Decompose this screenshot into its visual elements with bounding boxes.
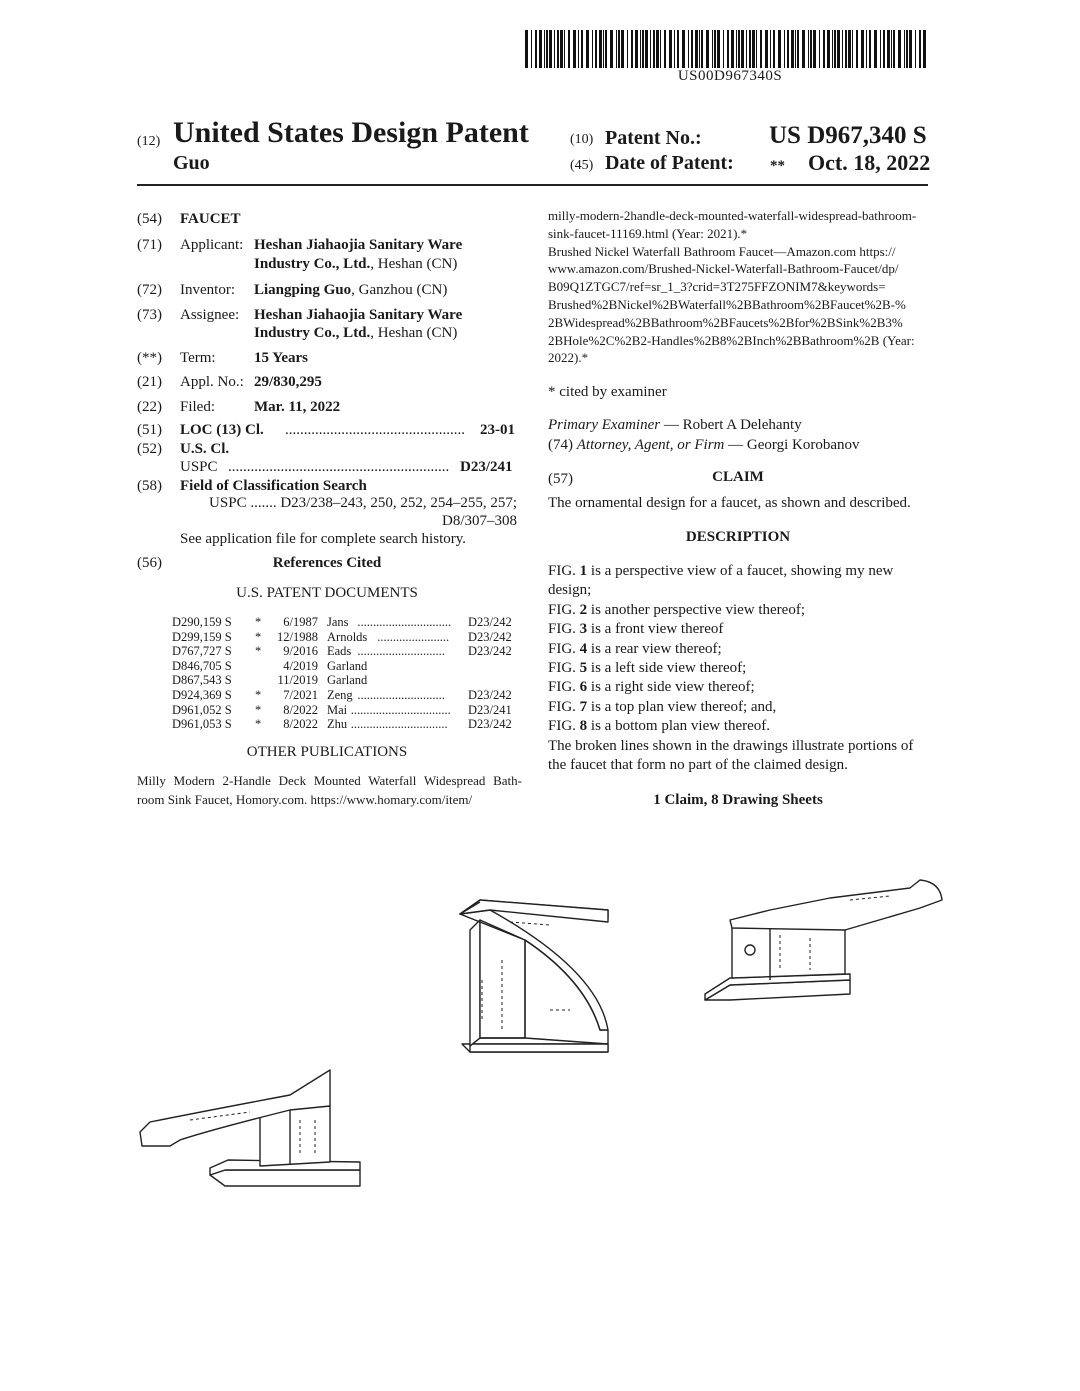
reference-star: *: [255, 688, 262, 702]
description-line: [548, 678, 930, 697]
assignee-company: Industry Co., Ltd.: [254, 325, 371, 341]
barcode-bar: [787, 30, 789, 68]
barcode-bar: [915, 30, 916, 68]
description-line: [548, 756, 930, 775]
barcode-bar: [605, 30, 607, 68]
us-cl-label: U.S. Cl.: [180, 441, 230, 457]
description-text-part: The broken lines shown in the drawings illustrate portions of: [548, 737, 914, 754]
barcode-bar: [603, 30, 604, 68]
barcode-bar: [642, 30, 644, 68]
barcode-bar: [546, 30, 548, 68]
reference-date: 11/2019: [277, 673, 318, 688]
barcode-bar: [770, 30, 771, 68]
barcode-bar: [906, 30, 908, 68]
see-app-note: See application file for complete search history.: [180, 531, 467, 547]
other-pubs-heading: OTHER PUBLICATIONS: [246, 744, 408, 760]
reference-number: D961,053 S: [172, 717, 232, 732]
code-56: (56): [137, 555, 162, 571]
reference-row: [172, 703, 518, 718]
barcode-bar: [923, 30, 926, 68]
inventor-line: [254, 281, 447, 299]
barcode-bar: [592, 30, 593, 68]
claim-text: The ornamental design for a faucet, as shown and described.: [548, 495, 911, 511]
barcode-bar: [842, 30, 843, 68]
appl-label: Appl. No.:: [180, 374, 244, 390]
attorney-label: Attorney, Agent, or Firm: [576, 437, 725, 453]
date-mark: **: [770, 158, 785, 174]
barcode-bar: [674, 30, 675, 68]
left-handle-figure: [140, 1070, 360, 1186]
barcode-bar: [784, 30, 785, 68]
figure-number: 1: [579, 563, 588, 579]
uspc-dots: ...........................................................: [228, 459, 450, 475]
publication-line: B09Q1ZTGC7/ref=sr_1_3?crid=3T275FFZONIM7&keywords=: [548, 280, 886, 295]
description-text-part: FIG.: [548, 640, 580, 657]
barcode-bar: [861, 30, 864, 68]
barcode-bar: [664, 30, 666, 68]
barcode-bar: [586, 30, 589, 68]
barcode-bar: [535, 30, 537, 68]
barcode-bar: [650, 30, 651, 68]
barcode-bar: [714, 30, 716, 68]
reference-row: [172, 659, 518, 674]
attorney-line: [548, 436, 860, 454]
publication-line: Brushed%2BNickel%2BWaterfall%2BBathroom%2BFaucet%2B-%: [548, 298, 906, 312]
code-term: (**): [137, 350, 162, 366]
code-57: (57): [548, 471, 573, 487]
barcode-number: US00D967340S: [677, 68, 783, 84]
reference-class: D23/241: [468, 702, 512, 717]
barcode-bar: [706, 30, 709, 68]
spout-figure: [460, 900, 608, 1052]
reference-number: D867,543 S: [172, 673, 232, 688]
inventor-location: , Ganzhou (CN): [351, 282, 448, 298]
barcode-bar: [581, 30, 583, 68]
barcode-bar: [802, 30, 805, 68]
description-text-part: is a left side view thereof;: [587, 660, 747, 676]
description-text-part: FIG.: [548, 718, 580, 735]
code-71: (71): [137, 237, 162, 253]
description-text-part: is a front view thereof: [587, 621, 724, 638]
barcode-bar: [595, 30, 597, 68]
reference-date: 8/2022: [283, 717, 318, 732]
other-pub-line-2: room Sink Faucet, Homory.com. https://www.homary.com/item/: [137, 792, 473, 807]
barcode-bar: [823, 30, 825, 68]
barcode-bar: [832, 30, 833, 68]
faucet-drawing: [130, 870, 950, 1230]
reference-dots: .......................: [377, 629, 450, 644]
uspc-label: USPC: [180, 459, 218, 475]
assignee-location: , Heshan (CN): [370, 325, 458, 341]
barcode-bar: [701, 30, 703, 68]
description-text-part: is a rear view thereof;: [587, 640, 722, 657]
barcode-bar: [827, 30, 830, 68]
barcode-bar: [560, 30, 563, 68]
reference-name: Mai: [327, 702, 348, 717]
barcode-bar: [773, 30, 775, 68]
barcode-bar: [845, 30, 847, 68]
barcode-bar: [797, 30, 799, 68]
barcode-bar: [599, 30, 602, 68]
barcode-bar: [852, 30, 853, 68]
barcode-bar: [731, 30, 734, 68]
barcode-bar: [677, 30, 679, 68]
reference-number: D924,369 S: [172, 688, 232, 702]
figure-number: 7: [579, 698, 588, 715]
reference-class: D23/242: [468, 644, 512, 659]
barcode-bar: [723, 30, 724, 68]
figure-number: 2: [579, 601, 588, 618]
reference-date: 7/2021: [283, 688, 318, 702]
description-text-part: is a top plan view thereof; and,: [587, 698, 777, 715]
figure-number: 3: [579, 621, 588, 638]
examiner-label: Primary Examiner: [548, 417, 661, 433]
appl-number: 29/830,295: [254, 374, 322, 390]
reference-date: 4/2019: [283, 658, 318, 673]
barcode-bar: [746, 30, 747, 68]
barcode-bar: [808, 30, 809, 68]
examiner-line: [548, 416, 802, 434]
reference-date: 6/1987: [283, 615, 318, 629]
applicant-location: , Heshan (CN): [370, 256, 458, 272]
barcode-bar: [883, 30, 885, 68]
description-text-part: is a bottom plan view thereof.: [587, 718, 771, 735]
code-12: (12): [137, 134, 161, 149]
inventor-surname: Guo: [173, 152, 210, 174]
reference-number: D767,727 S: [172, 644, 232, 659]
references-heading: References Cited: [272, 555, 382, 571]
barcode: [525, 30, 928, 68]
reference-row: [172, 673, 518, 688]
code-10: (10): [570, 132, 594, 147]
reference-row: [172, 644, 518, 659]
barcode-bar: [616, 30, 617, 68]
barcode-bar: [621, 30, 624, 68]
date-label: Date of Patent:: [605, 152, 734, 174]
applicant-label: Applicant:: [180, 237, 244, 253]
reference-star: *: [255, 615, 262, 629]
barcode-bar: [752, 30, 755, 68]
barcode-bar: [549, 30, 552, 68]
figure-number: 5: [579, 660, 588, 676]
barcode-bar: [691, 30, 693, 68]
reference-star: *: [255, 717, 262, 732]
barcode-bar: [635, 30, 638, 68]
reference-number: D846,705 S: [172, 658, 232, 673]
loc-label: LOC (13) Cl.: [180, 422, 264, 438]
reference-class: D23/242: [468, 688, 512, 702]
barcode-bar: [810, 30, 812, 68]
barcode-bar: [544, 30, 545, 68]
barcode-bar: [578, 30, 579, 68]
loc-value: 23-01: [480, 422, 515, 438]
description-line: [548, 737, 930, 756]
assignee-line1: Heshan Jiahaojia Sanitary Ware: [254, 307, 463, 323]
applicant-line2: [254, 255, 457, 273]
barcode-bar: [741, 30, 744, 68]
code-52: (52): [137, 441, 162, 457]
applicant-company: Industry Co., Ltd.: [254, 256, 371, 272]
inventor-label: Inventor:: [180, 282, 235, 298]
term-label: Term:: [180, 350, 216, 366]
barcode-bar: [765, 30, 768, 68]
reference-class: D23/242: [468, 717, 512, 732]
barcode-bar: [557, 30, 559, 68]
publication-line: sink-faucet-11169.html (Year: 2021).*: [548, 226, 748, 241]
uspc-value: D23/241: [460, 459, 513, 475]
reference-row: [172, 717, 518, 732]
reference-name: Zhu: [327, 717, 348, 732]
reference-date: 9/2016: [283, 644, 318, 659]
description-text-part: the faucet that form no part of the claimed design.: [548, 757, 848, 773]
publication-line: Brushed Nickel Waterfall Bathroom Faucet—Amazon.com https://: [548, 244, 896, 259]
description-line: [548, 620, 930, 639]
barcode-bar: [669, 30, 672, 68]
barcode-bar: [848, 30, 851, 68]
barcode-bar: [898, 30, 901, 68]
barcode-bar: [904, 30, 905, 68]
barcode-bar: [834, 30, 836, 68]
barcode-bar: [727, 30, 729, 68]
barcode-bar: [653, 30, 655, 68]
reference-number: D961,052 S: [172, 702, 232, 717]
patent-number: US D967,340 S: [769, 122, 927, 149]
barcode-bar: [554, 30, 555, 68]
barcode-bar: [880, 30, 881, 68]
field-label: Field of Classification Search: [180, 478, 367, 494]
assignee-line2: [254, 324, 457, 342]
description-heading: DESCRIPTION: [685, 529, 791, 545]
barcode-bar: [813, 30, 816, 68]
code-21: (21): [137, 374, 162, 390]
reference-name: Arnolds: [327, 629, 368, 644]
barcode-bar: [856, 30, 858, 68]
publication-line: www.amazon.com/Brushed-Nickel-Waterfall-Bathroom-Faucet/dp/: [548, 262, 899, 277]
us-docs-heading: U.S. PATENT DOCUMENTS: [236, 585, 418, 601]
claim-heading: CLAIM: [712, 469, 764, 485]
sheets-count: 1 Claim, 8 Drawing Sheets: [653, 792, 823, 808]
barcode-bar: [869, 30, 871, 68]
attorney-name: — Georgi Korobanov: [724, 437, 860, 453]
barcode-bar: [568, 30, 570, 68]
description-text-part: is a perspective view of a faucet, showing my new: [587, 563, 894, 579]
reference-name: Jans: [327, 615, 349, 629]
description-text-part: FIG.: [548, 698, 580, 715]
code-72: (72): [137, 282, 162, 298]
assignee-label: Assignee:: [180, 307, 240, 323]
barcode-bar: [682, 30, 685, 68]
barcode-bar: [749, 30, 751, 68]
reference-class: D23/242: [468, 615, 512, 629]
barcode-bar: [660, 30, 661, 68]
reference-name: Zeng: [327, 688, 353, 702]
code-45: (45): [570, 158, 594, 173]
page-title: United States Design Patent: [173, 116, 529, 149]
barcode-bar: [819, 30, 820, 68]
reference-date: 8/2022: [283, 702, 318, 717]
publication-line: 2022).*: [548, 351, 589, 366]
reference-class: D23/242: [468, 629, 512, 644]
barcode-bar: [736, 30, 737, 68]
reference-name: Eads: [327, 644, 352, 659]
publication-line: 2BWidespread%2BBathroom%2BFaucets%2Bfor%2BSink%2B3%: [548, 315, 903, 330]
description-text-part: FIG.: [548, 679, 580, 696]
header-rule: [137, 184, 928, 186]
barcode-bar: [712, 30, 713, 68]
applicant-line1: Heshan Jiahaojia Sanitary Ware: [254, 237, 463, 253]
reference-row: [172, 688, 518, 703]
barcode-bar: [866, 30, 867, 68]
description-line: [548, 562, 930, 581]
reference-star: *: [255, 644, 262, 659]
description-text-part: FIG.: [548, 621, 580, 638]
inventor-name: Liangping Guo: [254, 282, 352, 298]
loc-dots: ................................................: [285, 422, 465, 438]
figure-number: 4: [579, 640, 588, 657]
barcode-bar: [656, 30, 659, 68]
barcode-bar: [539, 30, 542, 68]
reference-dots: ..............................: [357, 615, 452, 629]
term-value: 15 Years: [254, 350, 309, 366]
reference-date: 12/1988: [277, 629, 318, 644]
reference-row: [172, 615, 518, 630]
barcode-bar: [909, 30, 912, 68]
description-text-part: design;: [548, 582, 592, 599]
right-handle-figure: [705, 880, 942, 1000]
description-line: [548, 581, 930, 600]
barcode-bar: [618, 30, 620, 68]
barcode-bar: [564, 30, 565, 68]
code-54: (54): [137, 211, 162, 227]
reference-number: D290,159 S: [172, 615, 232, 629]
barcode-bar: [887, 30, 890, 68]
other-pub-line-1: Milly Modern 2-Handle Deck Mounted Waterfall Widespread Bath-: [137, 773, 522, 788]
reference-dots: ................................: [350, 702, 451, 717]
code-58: (58): [137, 478, 162, 494]
reference-dots: ...............................: [350, 717, 448, 732]
reference-number: D299,159 S: [172, 629, 232, 644]
barcode-bar: [610, 30, 613, 68]
reference-dots: ............................: [357, 688, 445, 702]
description-line: [548, 659, 930, 678]
barcode-bar: [525, 30, 528, 68]
description-text-part: FIG.: [548, 563, 580, 579]
barcode-bar: [919, 30, 921, 68]
patent-date: Oct. 18, 2022: [808, 150, 931, 175]
barcode-bar: [688, 30, 689, 68]
figure-number: 6: [579, 679, 588, 696]
barcode-bar: [531, 30, 532, 68]
barcode-bar: [760, 30, 762, 68]
figure-number: 8: [579, 718, 588, 735]
cited-note: * cited by examiner: [548, 384, 667, 400]
barcode-bar: [837, 30, 840, 68]
barcode-bar: [699, 30, 700, 68]
barcode-bar: [573, 30, 576, 68]
barcode-bar: [738, 30, 740, 68]
field-uspc-2: D8/307–308: [442, 513, 517, 529]
description-text-part: FIG.: [548, 601, 580, 618]
barcode-bar: [778, 30, 781, 68]
barcode-bar: [791, 30, 794, 68]
reference-star: *: [255, 629, 262, 644]
examiner-name: — Robert A Delehanty: [660, 417, 802, 433]
code-51: (51): [137, 422, 162, 438]
description-text-part: is another perspective view thereof;: [587, 601, 806, 618]
reference-row: [172, 630, 518, 645]
code-74: (74): [548, 437, 573, 453]
barcode-bar: [640, 30, 641, 68]
patent-no-label: Patent No.:: [605, 127, 702, 149]
publication-line: 2BHole%2C%2B2-Handles%2B8%2BInch%2BBathroom%2B (Year:: [548, 333, 915, 348]
field-uspc: USPC ....... D23/238–243, 250, 252, 254–255, 257;: [209, 495, 517, 511]
barcode-bar: [795, 30, 796, 68]
barcode-bar: [891, 30, 892, 68]
barcode-bar: [645, 30, 648, 68]
reference-star: *: [255, 702, 262, 717]
description-line: [548, 717, 930, 736]
barcode-bar: [695, 30, 698, 68]
description-text-part: FIG.: [548, 660, 580, 676]
barcode-bar: [627, 30, 628, 68]
reference-name: Garland: [327, 658, 368, 673]
barcode-bar: [893, 30, 895, 68]
publication-line: milly-modern-2handle-deck-mounted-waterfall-widespread-bathroom-: [548, 209, 917, 223]
description-line: [548, 640, 930, 659]
code-73: (73): [137, 307, 162, 323]
description-text-part: is a right side view thereof;: [587, 679, 755, 696]
filed-date: Mar. 11, 2022: [254, 399, 341, 415]
reference-dots: ............................: [357, 644, 445, 659]
reference-name: Garland: [327, 673, 368, 688]
description-line: [548, 698, 930, 717]
code-22: (22): [137, 399, 162, 415]
barcode-bar: [756, 30, 757, 68]
barcode-bar: [631, 30, 633, 68]
filed-label: Filed:: [180, 399, 216, 415]
barcode-bar: [874, 30, 877, 68]
description-line: [548, 601, 930, 620]
barcode-bar: [717, 30, 720, 68]
title-field: FAUCET: [180, 211, 241, 227]
